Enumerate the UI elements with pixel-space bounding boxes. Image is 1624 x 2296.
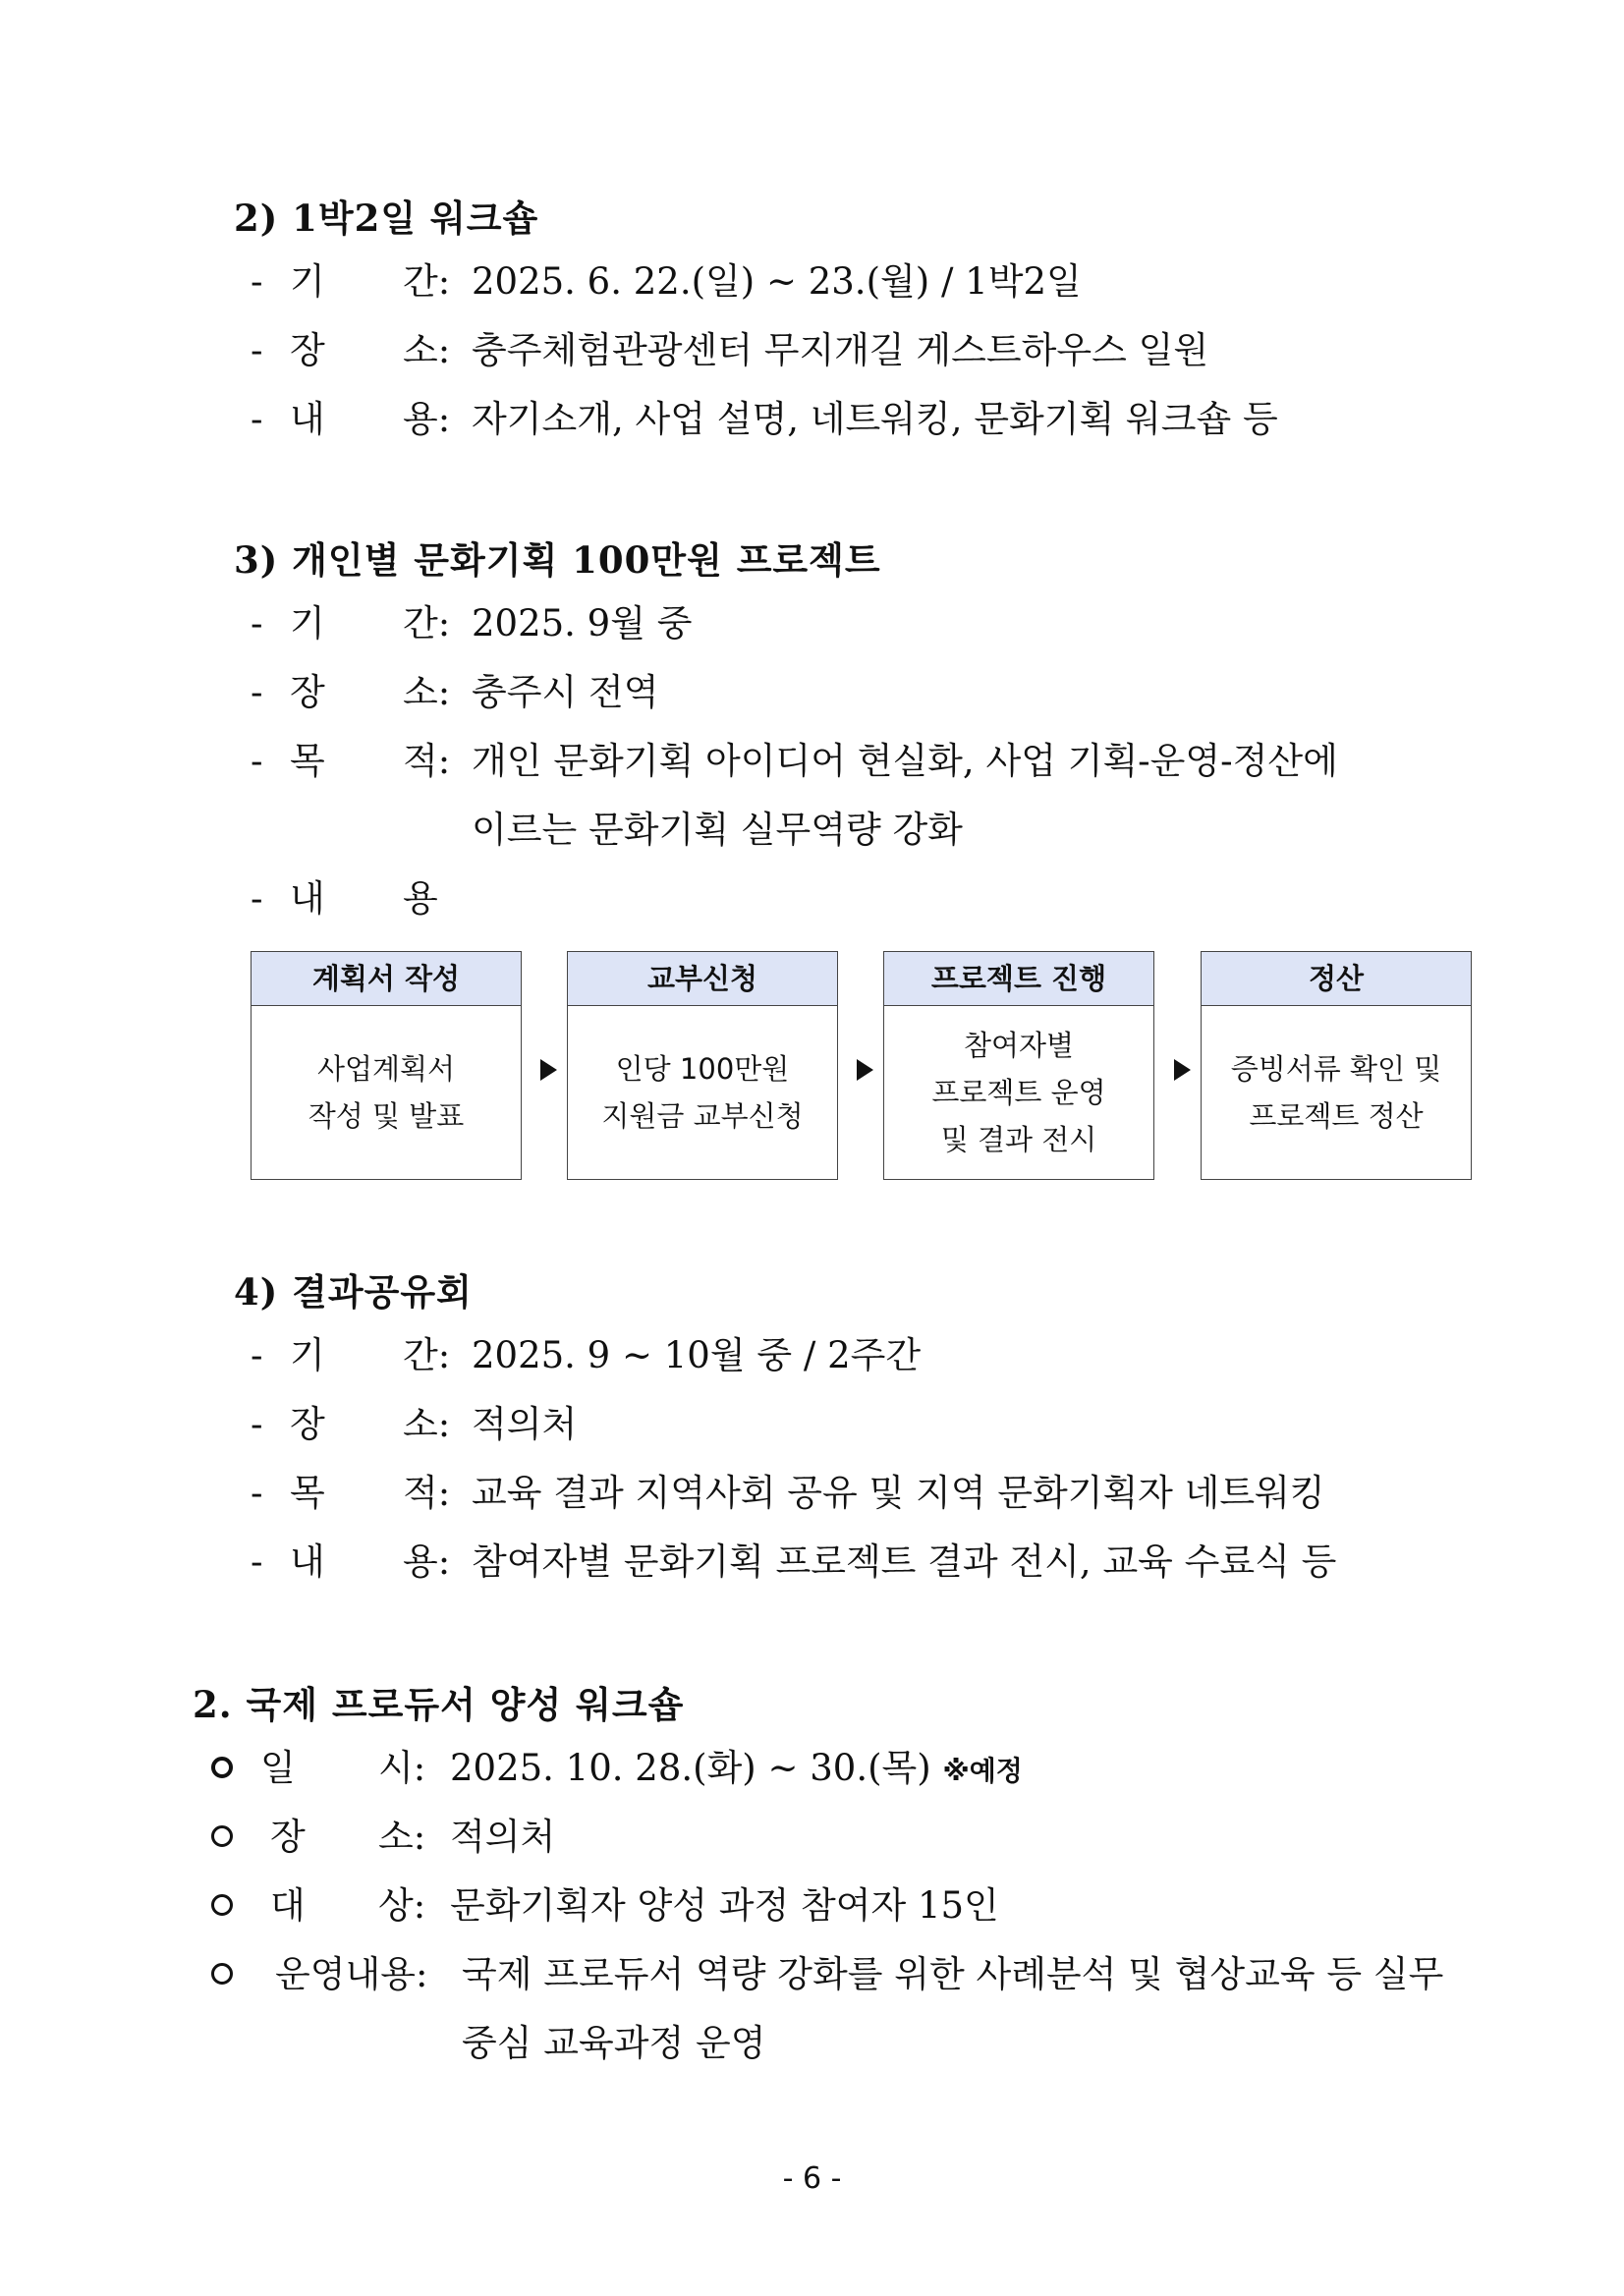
- item-value: 2025. 6. 22.(일) ~ 23.(월) / 1박2일: [472, 260, 1082, 303]
- item-label: 장: [290, 671, 325, 713]
- flow-step-line: 사업계획서: [316, 1051, 456, 1086]
- item-label-suffix: 간:: [403, 602, 451, 644]
- list-dash: -: [251, 671, 263, 713]
- list-dash: -: [251, 1403, 263, 1445]
- item-label-suffix: 상:: [378, 1884, 426, 1927]
- item-value: 적의처: [472, 1403, 578, 1445]
- flow-step-line: 프로젝트 정산: [1249, 1098, 1424, 1133]
- flow-step-title: 교부신청: [568, 952, 837, 1006]
- item-label-suffix: 적:: [403, 740, 451, 782]
- item-label: 내: [290, 1540, 325, 1583]
- item-label: 내: [290, 877, 325, 920]
- item-value: 적의처: [450, 1816, 556, 1858]
- item-value: 2025. 9 ~ 10월 중 / 2주간: [472, 1334, 922, 1376]
- item-value: 충주시 전역: [472, 671, 659, 713]
- main-section-heading: 2. 국제 프로듀서 양성 워크숍: [193, 1683, 685, 1726]
- item-label-suffix: 간:: [403, 1334, 451, 1376]
- item-label: 목: [290, 1472, 325, 1514]
- item-label-suffix: 소:: [403, 671, 451, 713]
- flow-step-body: [884, 1005, 1153, 1179]
- item-value: 2025. 9월 중: [472, 602, 693, 644]
- item-value: 국제 프로듀서 역량 강화를 위한 사례분석 및 협상교육 등 실무: [462, 1953, 1444, 1995]
- item-value: 개인 문화기획 아이디어 현실화, 사업 기획-운영-정산에: [472, 740, 1338, 782]
- flow-step-body: [1202, 1005, 1471, 1179]
- list-dash: -: [251, 1540, 263, 1583]
- item-value: 자기소개, 사업 설명, 네트워킹, 문화기획 워크숍 등: [472, 398, 1278, 440]
- flow-step-line: 작성 및 발표: [308, 1098, 465, 1133]
- item-value-continued: 이르는 문화기획 실무역량 강화: [472, 809, 963, 851]
- page-number: - 6 -: [782, 2161, 842, 2196]
- flow-step-body: [568, 1005, 837, 1179]
- flow-step-line: 증빙서류 확인 및: [1230, 1051, 1442, 1086]
- item-label: 내: [290, 398, 325, 440]
- item-label: 장: [290, 1403, 325, 1445]
- item-label-suffix: 간:: [403, 260, 451, 303]
- flow-arrow-icon: [857, 1059, 873, 1081]
- list-dash: -: [251, 1472, 263, 1514]
- flow-step-title: 프로젝트 진행: [884, 952, 1153, 1006]
- flow-step-line: 지원금 교부신청: [601, 1098, 804, 1133]
- flow-step-line: 참여자별: [963, 1028, 1075, 1062]
- item-value: 참여자별 문화기획 프로젝트 결과 전시, 교육 수료식 등: [472, 1540, 1337, 1583]
- section-heading-project: 3) 개인별 문화기획 100만원 프로젝트: [234, 538, 881, 582]
- flow-step-progress: [883, 951, 1154, 1180]
- item-value-continued: 중심 교육과정 운영: [462, 2022, 766, 2064]
- item-label-suffix: 소:: [403, 1403, 451, 1445]
- item-value: 교육 결과 지역사회 공유 및 지역 문화기획자 네트워킹: [472, 1472, 1325, 1514]
- flow-step-line: 프로젝트 운영: [931, 1075, 1106, 1109]
- flow-step-line: 인당 100만원: [615, 1051, 790, 1086]
- flow-arrow-icon: [540, 1059, 557, 1081]
- item-value: 문화기획자 양성 과정 참여자 15인: [450, 1884, 999, 1927]
- item-label-suffix: 용:: [403, 1540, 451, 1583]
- list-dash: -: [251, 260, 263, 303]
- flow-arrow-icon: [1174, 1059, 1191, 1081]
- item-label-suffix: 용:: [403, 398, 451, 440]
- list-dash: -: [251, 877, 263, 920]
- item-label-suffix: 소:: [403, 329, 451, 371]
- section-heading-workshop: 2) 1박2일 워크숍: [234, 196, 539, 240]
- circle-bullet-icon: [211, 1963, 233, 1985]
- item-label: 기: [290, 602, 325, 644]
- flow-step-title: 정산: [1202, 952, 1471, 1006]
- list-dash: -: [251, 329, 263, 371]
- flow-step-grant: [567, 951, 838, 1180]
- item-label: 장: [290, 329, 325, 371]
- item-label: 운영내용:: [275, 1953, 428, 1995]
- flow-step-body: [252, 1005, 521, 1179]
- item-label-suffix: 적:: [403, 1472, 451, 1514]
- section-heading-results: 4) 결과공유회: [234, 1270, 473, 1314]
- item-label: 기: [290, 260, 325, 303]
- item-value: 충주체험관광센터 무지개길 게스트하우스 일원: [472, 329, 1209, 371]
- list-dash: -: [251, 1334, 263, 1376]
- flow-step-settlement: [1201, 951, 1472, 1180]
- circle-bullet-icon: [211, 1894, 233, 1916]
- item-label: 장: [270, 1816, 306, 1858]
- process-flow-diagram: [251, 951, 1479, 1182]
- circle-bullet-icon: [211, 1757, 233, 1778]
- item-label: 기: [290, 1334, 325, 1376]
- item-label-suffix: 용: [403, 877, 438, 920]
- item-label: 대: [270, 1884, 306, 1927]
- item-value: 2025. 10. 28.(화) ~ 30.(목) ※예정: [450, 1747, 1023, 1789]
- item-label-suffix: 시:: [378, 1747, 426, 1789]
- flow-step-plan: [251, 951, 522, 1180]
- item-label: 목: [290, 740, 325, 782]
- list-dash: -: [251, 740, 263, 782]
- item-label-suffix: 소:: [378, 1816, 426, 1858]
- list-dash: -: [251, 398, 263, 440]
- flow-step-line: 및 결과 전시: [940, 1122, 1097, 1156]
- list-dash: -: [251, 602, 263, 644]
- flow-step-title: 계획서 작성: [252, 952, 521, 1006]
- schedule-note: ※예정: [942, 1755, 1023, 1787]
- circle-bullet-icon: [211, 1825, 233, 1847]
- item-label: 일: [260, 1747, 296, 1789]
